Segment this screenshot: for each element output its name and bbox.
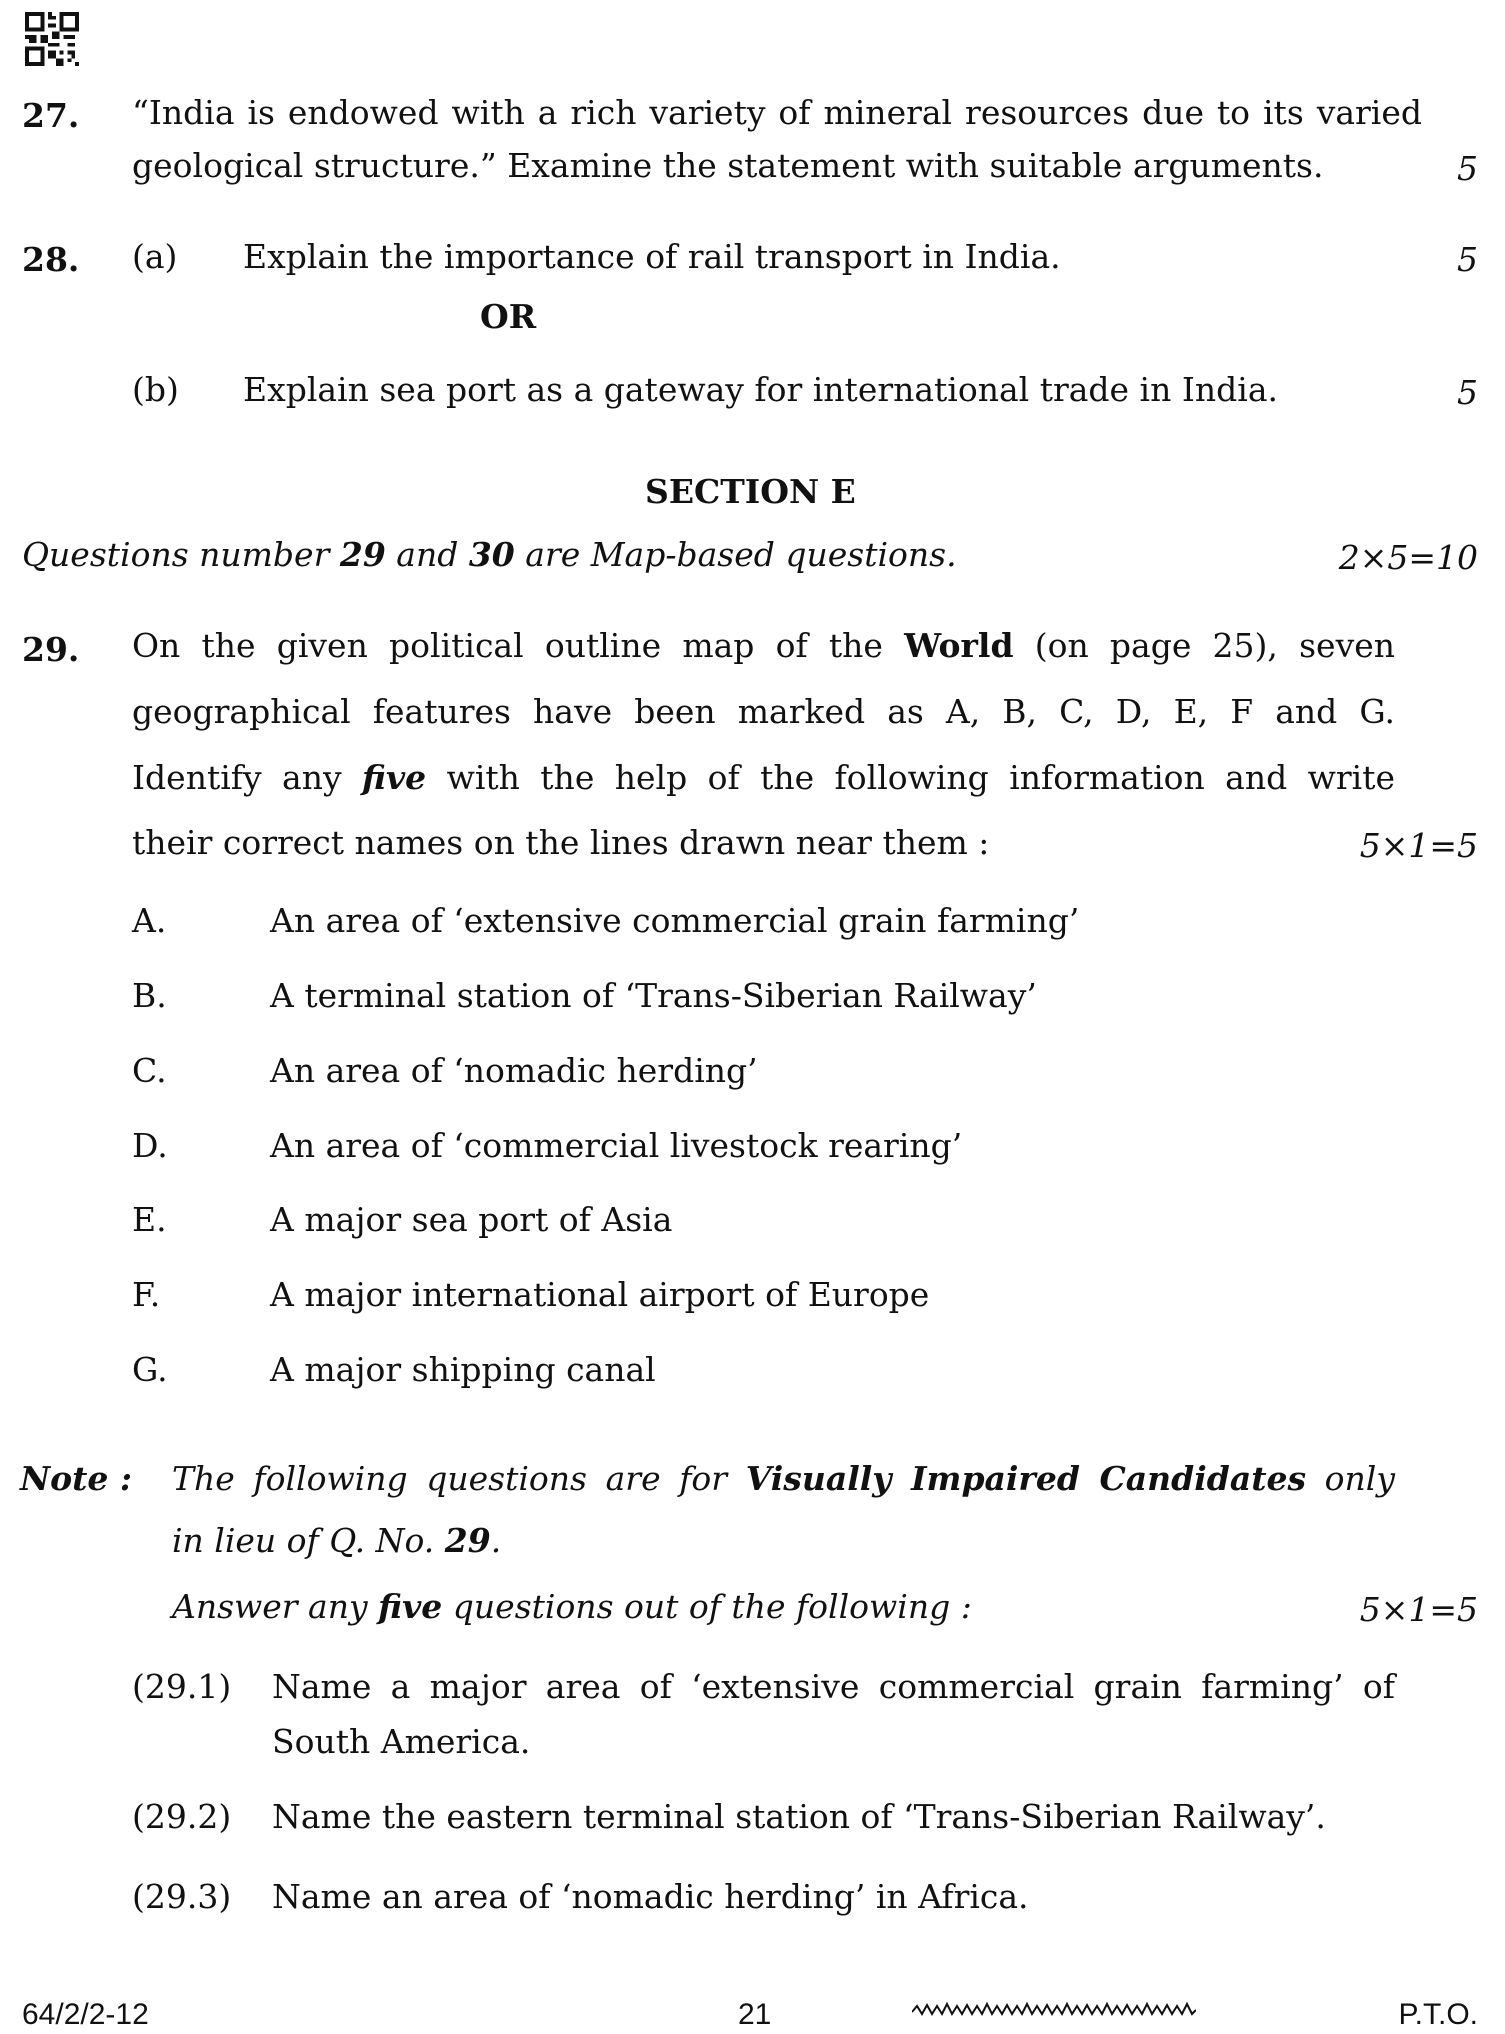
- question-number: 28.: [22, 240, 80, 279]
- feature-letter: A.: [132, 901, 167, 940]
- option-text: Explain sea port as a gateway for international trade in India.: [243, 370, 1278, 409]
- marks: 5: [1457, 240, 1478, 279]
- feature-text: An area of ‘commercial livestock rearing’: [270, 1126, 963, 1165]
- note-label: Note :: [20, 1459, 133, 1498]
- question-number: 29.: [22, 630, 80, 669]
- feature-text: An area of ‘extensive commercial grain farming’: [270, 901, 1080, 940]
- feature-text: A major international airport of Europe: [270, 1275, 930, 1314]
- marks: 5: [1457, 373, 1478, 412]
- section-title: SECTION E: [645, 472, 856, 511]
- page-number: 21: [738, 1998, 772, 2031]
- note-text: in lieu of Q. No. 29.: [172, 1521, 502, 1560]
- subquestion-label: (29.3): [132, 1877, 232, 1916]
- option-label: (b): [132, 370, 179, 409]
- question-text: their correct names on the lines drawn near them :: [132, 823, 990, 862]
- subquestion-text: South America.: [272, 1722, 531, 1761]
- paper-code: 64/2/2-12: [22, 1998, 149, 2031]
- feature-letter: E.: [132, 1200, 167, 1239]
- subquestion-text: Name a major area of ‘extensive commercial grain farming’ of: [272, 1667, 1395, 1706]
- feature-text: An area of ‘nomadic herding’: [270, 1051, 758, 1090]
- note-text: The following questions are for Visually Impaired Candidates only: [172, 1459, 1395, 1498]
- feature-letter: F.: [132, 1275, 161, 1314]
- subquestion-text: Name an area of ‘nomadic herding’ in Africa.: [272, 1877, 1029, 1916]
- marks: 5×1=5: [1359, 1590, 1478, 1629]
- subquestion-label: (29.1): [132, 1667, 232, 1706]
- question-text: “India is endowed with a rich variety of mineral resources due to its varied: [132, 93, 1422, 132]
- subquestion-label: (29.2): [132, 1797, 232, 1836]
- feature-letter: B.: [132, 976, 167, 1015]
- pto-label: P.T.O.: [1398, 1998, 1478, 2031]
- feature-text: A major sea port of Asia: [270, 1200, 673, 1239]
- note-instruction: Answer any five questions out of the following :: [172, 1587, 972, 1626]
- or-separator: OR: [480, 297, 537, 336]
- feature-letter: G.: [132, 1350, 168, 1389]
- feature-text: A major shipping canal: [270, 1350, 656, 1389]
- section-instruction: Questions number 29 and 30 are Map-based questions.: [22, 535, 957, 574]
- question-number: 27.: [22, 96, 80, 135]
- subquestion-text: Name the eastern terminal station of ‘Trans-Siberian Railway’.: [272, 1797, 1326, 1836]
- question-text: On the given political outline map of the World (on page 25), seven geographical features have been marked as A, B, C, D, E, F and G. Identify any five with the help of the following information and write: [132, 626, 1396, 797]
- question-text: geological structure.” Examine the statement with suitable arguments.: [132, 146, 1324, 185]
- marks: 5×1=5: [1359, 826, 1478, 865]
- feature-letter: C.: [132, 1051, 167, 1090]
- feature-letter: D.: [132, 1126, 168, 1165]
- option-text: Explain the importance of rail transport in India.: [243, 237, 1061, 276]
- marks: 5: [1457, 149, 1478, 188]
- feature-text: A terminal station of ‘Trans-Siberian Railway’: [270, 976, 1037, 1015]
- qr-code-icon: [24, 12, 80, 66]
- marks: 2×5=10: [1338, 538, 1478, 577]
- option-label: (a): [132, 237, 178, 276]
- wavy-line-icon: [912, 2000, 1196, 2020]
